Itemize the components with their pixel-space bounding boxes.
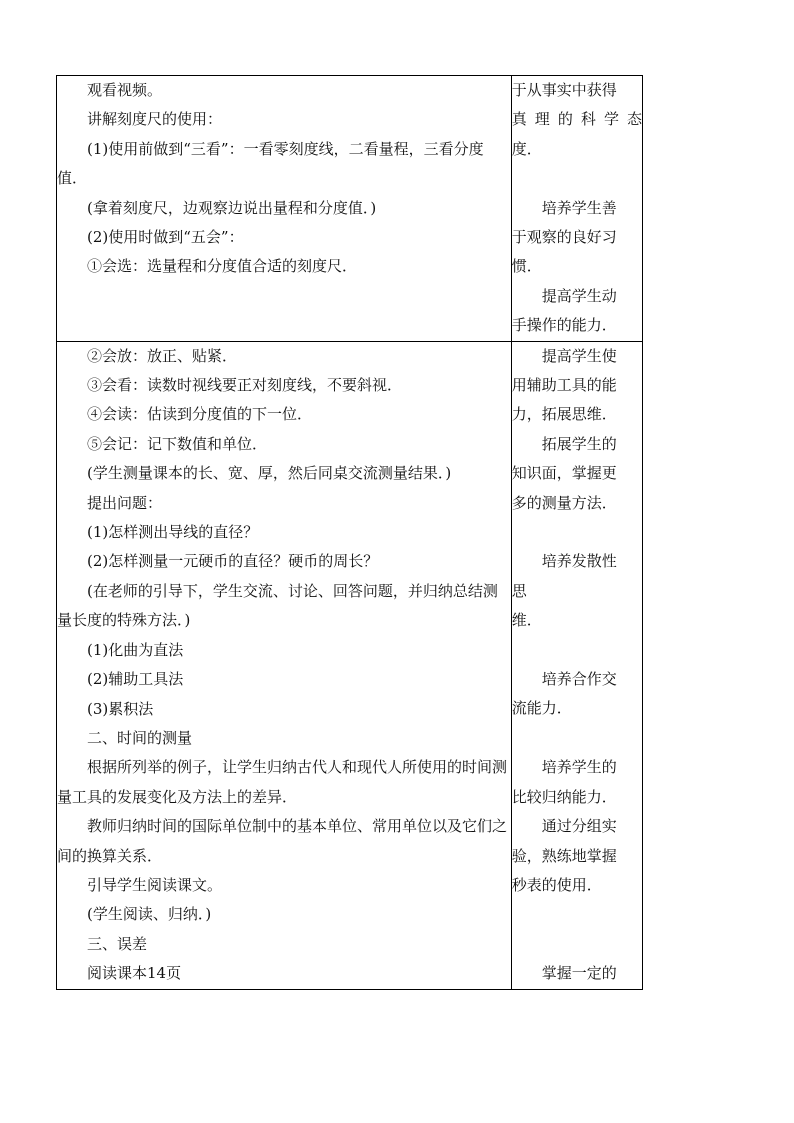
- intent-line: 思: [511, 581, 527, 600]
- text-line: ①会选：选量程和分度值合适的刻度尺．: [87, 257, 358, 276]
- intent-line: 多的测量方法．: [511, 493, 617, 512]
- text-line: 观看视频。: [87, 81, 163, 99]
- intent-line: 度．: [511, 139, 542, 158]
- design-intent-cell: [511, 341, 642, 989]
- text-line: 阅读课本14页: [87, 964, 182, 983]
- text-line: ③会看：读数时视线要正对刻度线，不要斜视．: [87, 376, 403, 395]
- design-intent-cell: [511, 76, 642, 342]
- table-row: [57, 341, 643, 989]
- intent-line: 真理的科学态: [511, 110, 642, 129]
- text-line: (2)辅助工具法: [87, 670, 184, 689]
- intent-line: 秒表的使用．: [511, 875, 602, 894]
- intent-line: 培养发散性: [541, 552, 617, 571]
- text-line: 根据所列举的例子，让学生归纳古代人和现代人所使用的时间测量工具的发展变化及方法上的差异．: [57, 758, 508, 806]
- text-line: (1)怎样测出导线的直径？: [87, 523, 259, 542]
- intent-line: 拓展学生的: [541, 434, 617, 453]
- intent-line: 于从事实中获得: [511, 81, 617, 99]
- text-line: (1)化曲为直法: [87, 640, 184, 659]
- intent-line: 掌握一定的: [541, 964, 617, 983]
- intent-line: 知识面，掌握更: [511, 464, 617, 483]
- intent-line: 比较归纳能力．: [511, 787, 617, 806]
- intent-line: 手操作的能力．: [511, 316, 617, 335]
- table-row: [57, 76, 643, 342]
- intent-line: 培养学生的: [541, 758, 617, 777]
- text-line: ④会读：估读到分度值的下一位．: [87, 405, 313, 424]
- intent-line: 于观察的良好习: [511, 228, 617, 247]
- text-line: 引导学生阅读课文。: [87, 875, 223, 894]
- text-line: 教师归纳时间的国际单位制中的基本单位、常用单位以及它们之间的换算关系．: [57, 817, 508, 865]
- section-heading: 三、误差: [87, 934, 148, 953]
- text-line: (1)使用前做到“三看”：一看零刻度线，二看量程，三看分度值．: [57, 139, 484, 188]
- intent-line: 惯．: [511, 257, 542, 276]
- text-line: (3)累积法: [87, 699, 154, 718]
- text-line: ②会放：放正、贴紧．: [87, 346, 238, 365]
- text-line: (在老师的引导下，学生交流、讨论、回答问题，并归纳总结测量长度的特殊方法．): [57, 581, 498, 630]
- intent-line: 培养合作交: [541, 670, 617, 689]
- lesson-plan-table: [56, 75, 643, 990]
- teaching-process-cell: [57, 341, 512, 989]
- intent-line: 培养学生善: [541, 198, 617, 217]
- intent-line: 提高学生使: [541, 346, 617, 365]
- section-heading: 二、时间的测量: [87, 728, 193, 747]
- intent-line: 验，熟练地掌握: [511, 846, 617, 865]
- intent-line: 通过分组实: [541, 817, 617, 836]
- text-line: 提出问题：: [87, 493, 163, 512]
- text-line: (学生阅读、归纳．): [87, 905, 212, 924]
- intent-line: 力，拓展思维．: [511, 405, 617, 424]
- intent-line: 维．: [511, 611, 542, 630]
- text-line: (拿着刻度尺，边观察边说出量程和分度值．): [87, 198, 377, 217]
- text-line: (学生测量课本的长、宽、厚，然后同桌交流测量结果．): [87, 464, 452, 483]
- text-line: (2)怎样测量一元硬币的直径？硬币的周长？: [87, 552, 379, 571]
- intent-line: 流能力．: [511, 699, 572, 718]
- intent-line: 提高学生动: [541, 286, 617, 305]
- text-line: ⑤会记：记下数值和单位．: [87, 434, 268, 453]
- intent-line: 用辅助工具的能: [511, 376, 617, 395]
- teaching-process-cell: [57, 76, 512, 342]
- text-line: 讲解刻度尺的使用：: [87, 110, 223, 129]
- text-line: (2)使用时做到“五会”：: [87, 228, 244, 247]
